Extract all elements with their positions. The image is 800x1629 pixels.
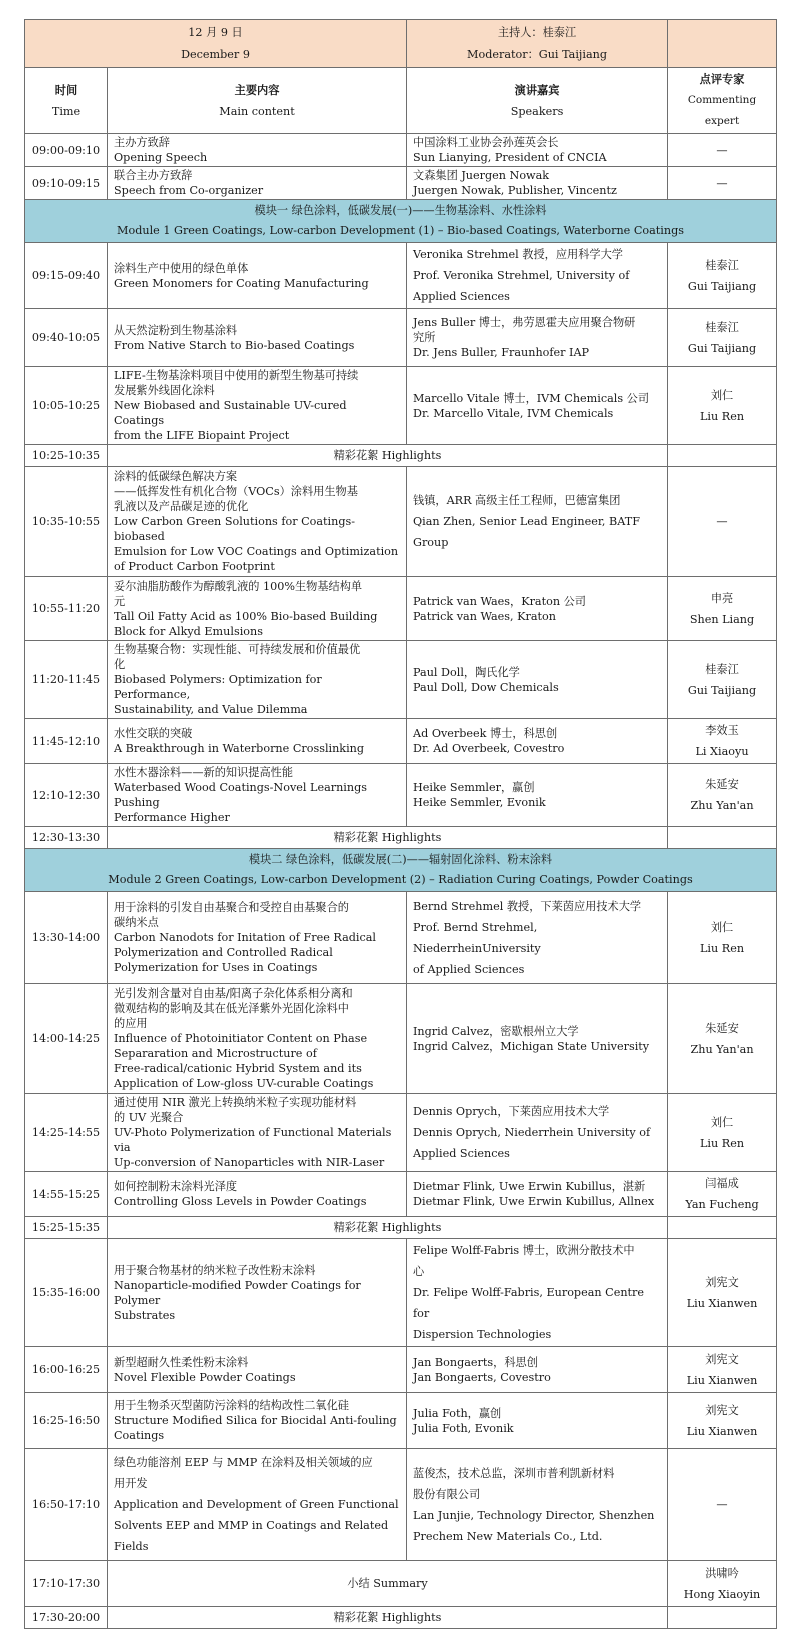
content-line: Speech from Co-organizer bbox=[114, 184, 264, 197]
speaker-line: Dispersion Technologies bbox=[413, 1328, 552, 1341]
content-line: 元 bbox=[114, 594, 126, 608]
content-cell bbox=[108, 309, 407, 367]
content-line: New Biobased and Sustainable UV-cured Coatings bbox=[114, 399, 347, 427]
date-zh: 12 月 9 日 bbox=[188, 25, 243, 39]
module-title-zh: 模块一 绿色涂料，低碳发展(一)——生物基涂料、水性涂料 bbox=[254, 204, 547, 217]
session-row bbox=[25, 1347, 777, 1393]
speaker-line: Sun Lianying, President of CNCIA bbox=[413, 151, 607, 164]
time-cell: 12:30-13:30 bbox=[25, 827, 108, 849]
module-title-en: Module 2 Green Coatings, Low-carbon Development (2) – Radiation Curing Coatings, Powder Coatings bbox=[108, 873, 693, 886]
expert-cell bbox=[668, 1607, 777, 1629]
content-line: Low Carbon Green Solutions for Coatings-biobased bbox=[114, 515, 356, 543]
content-cell bbox=[108, 167, 407, 200]
highlights-row bbox=[25, 1607, 777, 1629]
speakers-cell bbox=[407, 309, 668, 367]
expert-name: 洪啸吟 bbox=[705, 1566, 739, 1580]
col-time bbox=[25, 68, 108, 134]
agenda-sheet bbox=[24, 19, 776, 1629]
speaker-line: Ingrid Calvez，Michigan State University bbox=[413, 1039, 650, 1053]
time-cell: 09:10-09:15 bbox=[25, 167, 108, 200]
column-header-row bbox=[25, 68, 777, 134]
expert-name: 刘宪文 bbox=[705, 1352, 739, 1366]
expert-name: Gui Taijiang bbox=[687, 279, 757, 293]
time-cell: 10:35-10:55 bbox=[25, 467, 108, 577]
content-line: 从天然淀粉到生物基涂料 bbox=[114, 323, 238, 337]
content-line: Nanoparticle-modified Powder Coatings for Polymer bbox=[114, 1278, 361, 1307]
highlights-cell: 精彩花絮 Highlights bbox=[108, 445, 668, 467]
speaker-line: Ad Overbeek 博士，科思创 bbox=[413, 727, 558, 740]
content-cell bbox=[108, 1449, 407, 1561]
module-header-row bbox=[25, 200, 777, 243]
time-cell: 11:45-12:10 bbox=[25, 719, 108, 764]
session-row bbox=[25, 719, 777, 764]
expert-cell bbox=[668, 892, 777, 984]
session-row bbox=[25, 243, 777, 309]
content-line: Polymerization for Uses in Coatings bbox=[114, 961, 318, 974]
session-row bbox=[25, 1393, 777, 1449]
speaker-line: Marcello Vitale 博士，IVM Chemicals 公司 bbox=[413, 391, 650, 405]
speaker-line: Paul Doll, Dow Chemicals bbox=[413, 680, 559, 694]
session-row bbox=[25, 641, 777, 719]
content-cell bbox=[108, 892, 407, 984]
expert-name: — bbox=[716, 143, 728, 157]
expert-name: Liu Xianwen bbox=[686, 1373, 758, 1387]
highlights-row bbox=[25, 445, 777, 467]
expert-name: Liu Ren bbox=[700, 941, 745, 955]
highlights-row bbox=[25, 827, 777, 849]
expert-cell bbox=[668, 1561, 777, 1607]
speaker-line: Qian Zhen, Senior Lead Engineer, BATF bbox=[413, 515, 640, 528]
time-cell: 13:30-14:00 bbox=[25, 892, 108, 984]
speakers-cell bbox=[407, 243, 668, 309]
expert-name: Liu Xianwen bbox=[686, 1296, 758, 1310]
expert-cell bbox=[668, 719, 777, 764]
speaker-line: Dr. Ad Overbeek, Covestro bbox=[413, 742, 565, 755]
expert-name: 刘宪文 bbox=[705, 1275, 739, 1289]
expert-name: — bbox=[716, 515, 728, 528]
speakers-cell bbox=[407, 167, 668, 200]
expert-name: 朱延安 bbox=[705, 1021, 739, 1035]
session-row bbox=[25, 984, 777, 1094]
module-title-cell bbox=[25, 200, 777, 243]
speaker-line: Heike Semmler，赢创 bbox=[413, 781, 535, 794]
speakers-cell bbox=[407, 1449, 668, 1561]
time-cell: 10:55-11:20 bbox=[25, 577, 108, 641]
content-line: 水性交联的突破 bbox=[114, 727, 193, 740]
content-line: Tall Oil Fatty Acid as 100% Bio-based Building bbox=[114, 609, 378, 623]
content-line: Emulsion for Low VOC Coatings and Optimization bbox=[114, 545, 399, 558]
speaker-line: Bernd Strehmel 教授，下莱茵应用技术大学 bbox=[413, 899, 642, 913]
expert-name: 桂泰江 bbox=[705, 662, 739, 676]
session-row bbox=[25, 1094, 777, 1172]
time-cell: 14:55-15:25 bbox=[25, 1172, 108, 1217]
content-line: 涂料生产中使用的绿色单体 bbox=[114, 261, 249, 275]
expert-cell bbox=[668, 309, 777, 367]
content-line: Influence of Photoinitiator Content on Phase bbox=[114, 1032, 368, 1045]
content-line: Structure Modified Silica for Biocidal Anti-fouling bbox=[114, 1414, 397, 1427]
expert-name: Zhu Yan'an bbox=[690, 1042, 754, 1056]
session-row bbox=[25, 1172, 777, 1217]
content-line: 的 UV 光聚合 bbox=[114, 1111, 184, 1124]
time-cell: 15:35-16:00 bbox=[25, 1239, 108, 1347]
speakers-cell bbox=[407, 1094, 668, 1172]
col-speakers-en: Speakers bbox=[510, 104, 564, 118]
content-line: 微观结构的影响及其在低光泽紫外光固化涂料中 bbox=[114, 1002, 349, 1015]
expert-cell bbox=[668, 367, 777, 445]
content-line: A Breakthrough in Waterborne Crosslinking bbox=[114, 742, 365, 755]
expert-name: 闫福成 bbox=[705, 1177, 739, 1190]
expert-name: 桂泰江 bbox=[705, 320, 739, 334]
time-cell: 16:50-17:10 bbox=[25, 1449, 108, 1561]
expert-name: Liu Ren bbox=[700, 409, 745, 423]
content-line: 水性木器涂料——新的知识提高性能 bbox=[114, 766, 294, 779]
expert-cell bbox=[668, 1172, 777, 1217]
session-row bbox=[25, 577, 777, 641]
speaker-line: Patrick van Waes, Kraton bbox=[413, 609, 556, 623]
speaker-line: 中国涂料工业协会孙莲英会长 bbox=[413, 136, 559, 149]
content-line: Polymerization and Controlled Radical bbox=[114, 946, 333, 959]
expert-name: 朱延安 bbox=[705, 778, 739, 791]
content-cell bbox=[108, 367, 407, 445]
speakers-cell bbox=[407, 984, 668, 1094]
col-content bbox=[108, 68, 407, 134]
col-expert bbox=[668, 68, 777, 134]
expert-name: Gui Taijiang bbox=[687, 341, 757, 355]
speakers-cell bbox=[407, 1172, 668, 1217]
module-title-cell bbox=[25, 849, 777, 892]
speaker-line: Lan Junjie, Technology Director, Shenzhen bbox=[413, 1508, 655, 1522]
time-cell: 15:25-15:35 bbox=[25, 1217, 108, 1239]
speakers-cell bbox=[407, 1347, 668, 1393]
content-cell bbox=[108, 243, 407, 309]
speaker-line: Heike Semmler, Evonik bbox=[413, 796, 546, 809]
speaker-line: Jan Bongaerts，科思创 bbox=[413, 1355, 538, 1369]
speaker-line: Julia Foth，赢创 bbox=[413, 1406, 502, 1420]
content-line: 涂料的低碳绿色解决方案 bbox=[114, 470, 238, 483]
speaker-line: Jan Bongaerts, Covestro bbox=[413, 1370, 551, 1384]
agenda-table bbox=[24, 19, 777, 1629]
date-moderator-header bbox=[25, 20, 777, 68]
content-line: Coatings bbox=[114, 1429, 165, 1442]
expert-name: 李效玉 bbox=[705, 724, 739, 737]
speakers-cell bbox=[407, 367, 668, 445]
content-line: Free-radical/cationic Hybrid System and its bbox=[114, 1062, 362, 1075]
module-header-row bbox=[25, 849, 777, 892]
expert-cell bbox=[668, 467, 777, 577]
expert-cell bbox=[668, 984, 777, 1094]
content-line: Solvents EEP and MMP in Coatings and Related bbox=[114, 1519, 389, 1532]
content-cell bbox=[108, 719, 407, 764]
content-line: Green Monomers for Coating Manufacturing bbox=[114, 276, 369, 290]
moderator-cell bbox=[407, 20, 668, 68]
content-line: Application of Low-gloss UV-curable Coatings bbox=[114, 1077, 374, 1090]
content-line: Block for Alkyd Emulsions bbox=[114, 624, 263, 638]
expert-name: 申亮 bbox=[710, 591, 734, 605]
speakers-cell bbox=[407, 1239, 668, 1347]
speaker-line: Prof. Bernd Strehmel, NiederrheinUniversity bbox=[413, 920, 541, 955]
content-line: Biobased Polymers: Optimization for Performance, bbox=[114, 673, 322, 701]
summary-cell: 小结 Summary bbox=[108, 1561, 668, 1607]
time-cell: 16:00-16:25 bbox=[25, 1347, 108, 1393]
highlights-cell: 精彩花絮 Highlights bbox=[108, 1607, 668, 1629]
expert-name: — bbox=[716, 1498, 728, 1511]
speaker-line: 心 bbox=[413, 1265, 425, 1278]
session-row bbox=[25, 764, 777, 827]
speaker-line: 股份有限公司 bbox=[413, 1487, 481, 1501]
content-line: 用于聚合物基材的纳米粒子改性粉末涂料 bbox=[114, 1263, 316, 1277]
content-cell bbox=[108, 1172, 407, 1217]
speakers-cell bbox=[407, 467, 668, 577]
time-cell: 14:25-14:55 bbox=[25, 1094, 108, 1172]
time-cell: 09:15-09:40 bbox=[25, 243, 108, 309]
speakers-cell bbox=[407, 577, 668, 641]
content-line: From Native Starch to Bio-based Coatings bbox=[114, 338, 355, 352]
col-expert-zh: 点评专家 bbox=[699, 72, 745, 86]
expert-cell bbox=[668, 1094, 777, 1172]
content-cell bbox=[108, 467, 407, 577]
speaker-line: Dietmar Flink, Uwe Erwin Kubillus，湛新 bbox=[413, 1180, 646, 1193]
col-time-zh: 时间 bbox=[54, 82, 78, 97]
expert-cell bbox=[668, 134, 777, 167]
expert-cell bbox=[668, 1393, 777, 1449]
expert-cell bbox=[668, 445, 777, 467]
expert-cell bbox=[668, 243, 777, 309]
expert-cell bbox=[668, 1449, 777, 1561]
speaker-line: 蓝俊杰，技术总监，深圳市普利凯新材料 bbox=[413, 1466, 615, 1480]
session-row bbox=[25, 1449, 777, 1561]
speaker-line: Group bbox=[413, 536, 449, 549]
content-line: 用开发 bbox=[114, 1477, 148, 1490]
time-cell: 16:25-16:50 bbox=[25, 1393, 108, 1449]
content-line: Opening Speech bbox=[114, 151, 208, 164]
content-cell bbox=[108, 577, 407, 641]
expert-name: — bbox=[716, 176, 728, 190]
expert-name: 刘仁 bbox=[710, 920, 734, 934]
expert-name: Liu Ren bbox=[700, 1136, 745, 1150]
time-cell: 14:00-14:25 bbox=[25, 984, 108, 1094]
expert-name: Hong Xiaoyin bbox=[683, 1587, 761, 1601]
expert-cell bbox=[668, 1239, 777, 1347]
content-cell bbox=[108, 984, 407, 1094]
content-cell bbox=[108, 764, 407, 827]
content-line: Up-conversion of Nanoparticles with NIR-Laser bbox=[114, 1156, 385, 1169]
speakers-cell bbox=[407, 719, 668, 764]
content-line: Separaration and Microstructure of bbox=[114, 1047, 317, 1060]
content-cell bbox=[108, 1239, 407, 1347]
content-line: of Product Carbon Footprint bbox=[114, 560, 275, 573]
speaker-line: Paul Doll，陶氏化学 bbox=[413, 665, 520, 679]
content-line: UV-Photo Polymerization of Functional Materials via bbox=[114, 1126, 392, 1154]
content-line: 主办方致辞 bbox=[114, 136, 170, 149]
speaker-line: Felipe Wolff-Fabris 博士，欧洲分散技术中 bbox=[413, 1244, 635, 1257]
expert-name: Shen Liang bbox=[689, 612, 755, 626]
speaker-line: of Applied Sciences bbox=[413, 962, 525, 976]
expert-cell bbox=[668, 827, 777, 849]
expert-name: 桂泰江 bbox=[705, 258, 739, 272]
date-en: December 9 bbox=[181, 47, 250, 61]
time-cell: 11:20-11:45 bbox=[25, 641, 108, 719]
content-line: LIFE-生物基涂料项目中使用的新型生物基可持续 bbox=[114, 369, 359, 382]
time-cell: 17:10-17:30 bbox=[25, 1561, 108, 1607]
speaker-line: Prof. Veronika Strehmel, University of bbox=[413, 269, 630, 282]
content-line: 妥尔油脂肪酸作为醇酸乳液的 100%生物基结构单 bbox=[114, 579, 363, 593]
time-cell: 09:00-09:10 bbox=[25, 134, 108, 167]
content-cell bbox=[108, 134, 407, 167]
content-line: from the LIFE Biopaint Project bbox=[114, 429, 290, 442]
speaker-line: Dr. Felipe Wolff-Fabris, European Centre for bbox=[413, 1286, 644, 1320]
content-line: 化 bbox=[114, 658, 126, 671]
expert-cell bbox=[668, 1347, 777, 1393]
content-line: Fields bbox=[114, 1540, 149, 1553]
speaker-line: Dr. Marcello Vitale, IVM Chemicals bbox=[413, 406, 614, 420]
content-line: 用于涂料的引发自由基聚合和受控自由基聚合的 bbox=[114, 901, 349, 914]
expert-name: Gui Taijiang bbox=[687, 683, 757, 697]
expert-name: Li Xiaoyu bbox=[695, 745, 749, 758]
content-line: ——低挥发性有机化合物（VOCs）涂料用生物基 bbox=[114, 485, 358, 498]
content-line: 联合主办方致辞 bbox=[114, 169, 193, 182]
speaker-line: Ingrid Calvez，密歇根州立大学 bbox=[413, 1024, 579, 1038]
content-cell bbox=[108, 1094, 407, 1172]
expert-name: 刘宪文 bbox=[705, 1403, 739, 1417]
speaker-line: Julia Foth, Evonik bbox=[413, 1421, 514, 1435]
time-cell: 10:05-10:25 bbox=[25, 367, 108, 445]
date-cell bbox=[25, 20, 407, 68]
speaker-line: Dr. Jens Buller, Fraunhofer IAP bbox=[413, 346, 590, 359]
content-line: Performance Higher bbox=[114, 811, 230, 824]
speaker-line: Applied Sciences bbox=[413, 290, 510, 303]
module-title-zh: 模块二 绿色涂料，低碳发展(二)——辐射固化涂料、粉末涂料 bbox=[248, 853, 553, 866]
highlights-cell: 精彩花絮 Highlights bbox=[108, 1217, 668, 1239]
content-line: Novel Flexible Powder Coatings bbox=[114, 1370, 296, 1384]
speaker-line: Dennis Oprych，下莱茵应用技术大学 bbox=[413, 1105, 610, 1118]
speaker-line: Patrick van Waes，Kraton 公司 bbox=[413, 594, 586, 608]
speakers-cell bbox=[407, 764, 668, 827]
content-line: Substrates bbox=[114, 1308, 176, 1322]
session-row bbox=[25, 167, 777, 200]
time-cell: 12:10-12:30 bbox=[25, 764, 108, 827]
time-cell: 17:30-20:00 bbox=[25, 1607, 108, 1629]
speakers-cell bbox=[407, 1393, 668, 1449]
speaker-line: Juergen Nowak, Publisher, Vincentz bbox=[413, 184, 617, 197]
speaker-line: Dennis Oprych, Niederrhein University of bbox=[413, 1126, 651, 1139]
content-line: 乳液以及产品碳足迹的优化 bbox=[114, 500, 249, 513]
speaker-line: Applied Sciences bbox=[413, 1147, 510, 1160]
session-row bbox=[25, 892, 777, 984]
content-line: 光引发剂含量对自由基/阳离子杂化体系相分离和 bbox=[114, 987, 353, 1000]
moderator-en: Moderator：Gui Taijiang bbox=[467, 47, 607, 61]
content-line: 通过使用 NIR 激光上转换纳米粒子实现功能材料 bbox=[114, 1096, 357, 1109]
session-row bbox=[25, 1239, 777, 1347]
session-row bbox=[25, 134, 777, 167]
session-row bbox=[25, 467, 777, 577]
content-line: Controlling Gloss Levels in Powder Coatings bbox=[114, 1195, 367, 1208]
speakers-cell bbox=[407, 641, 668, 719]
content-cell bbox=[108, 1347, 407, 1393]
header-empty-cell bbox=[668, 20, 777, 68]
expert-cell bbox=[668, 764, 777, 827]
col-content-zh: 主要内容 bbox=[234, 82, 280, 97]
time-cell: 09:40-10:05 bbox=[25, 309, 108, 367]
time-cell: 10:25-10:35 bbox=[25, 445, 108, 467]
col-expert-en: Commenting expert bbox=[687, 94, 757, 127]
expert-cell bbox=[668, 641, 777, 719]
speaker-line: Veronika Strehmel 教授，应用科学大学 bbox=[413, 248, 623, 261]
col-speakers bbox=[407, 68, 668, 134]
speaker-line: Dietmar Flink, Uwe Erwin Kubillus, Allnex bbox=[413, 1195, 655, 1208]
module-title-en: Module 1 Green Coatings, Low-carbon Development (1) – Bio-based Coatings, Waterborne Coatings bbox=[117, 224, 684, 237]
speaker-line: Jens Buller 博士，弗劳恩霍夫应用聚合物研 bbox=[413, 316, 636, 329]
content-line: 发展紫外线固化涂料 bbox=[114, 384, 215, 397]
highlights-cell: 精彩花絮 Highlights bbox=[108, 827, 668, 849]
content-line: Sustainability, and Value Dilemma bbox=[114, 703, 308, 716]
content-line: Carbon Nanodots for Initation of Free Radical bbox=[114, 931, 376, 944]
content-line: 的应用 bbox=[114, 1017, 148, 1030]
speakers-cell bbox=[407, 134, 668, 167]
session-row bbox=[25, 309, 777, 367]
content-line: 碳纳米点 bbox=[114, 916, 159, 929]
expert-name: Zhu Yan'an bbox=[690, 799, 754, 812]
expert-name: Liu Xianwen bbox=[686, 1424, 758, 1438]
col-time-en: Time bbox=[51, 104, 81, 118]
expert-cell bbox=[668, 1217, 777, 1239]
speaker-line: 钱镇，ARR 高级主任工程师，巴德富集团 bbox=[413, 494, 621, 507]
content-line: 新型超耐久性柔性粉末涂料 bbox=[114, 1355, 249, 1369]
content-line: 生物基聚合物：实现性能、可持续发展和价值最优 bbox=[114, 643, 361, 656]
speaker-line: Prechem New Materials Co., Ltd. bbox=[413, 1529, 603, 1543]
expert-name: 刘仁 bbox=[710, 1115, 734, 1129]
content-cell bbox=[108, 641, 407, 719]
content-line: 绿色功能溶剂 EEP 与 MMP 在涂料及相关领域的应 bbox=[114, 1456, 373, 1469]
moderator-zh: 主持人：桂泰江 bbox=[497, 25, 577, 39]
content-line: Application and Development of Green Functional bbox=[114, 1498, 399, 1511]
content-line: Waterbased Wood Coatings-Novel Learnings Pushing bbox=[114, 781, 367, 809]
expert-name: 刘仁 bbox=[710, 388, 734, 402]
highlights-row bbox=[25, 1217, 777, 1239]
summary-row bbox=[25, 1561, 777, 1607]
content-line: 用于生物杀灭型菌防污涂料的结构改性二氧化硅 bbox=[114, 1399, 349, 1412]
speaker-line: 文森集团 Juergen Nowak bbox=[413, 169, 550, 182]
speakers-cell bbox=[407, 892, 668, 984]
expert-name: Yan Fucheng bbox=[685, 1198, 759, 1211]
content-line: 如何控制粉末涂料光泽度 bbox=[114, 1180, 238, 1193]
content-cell bbox=[108, 1393, 407, 1449]
col-speakers-zh: 演讲嘉宾 bbox=[514, 82, 560, 97]
session-row bbox=[25, 367, 777, 445]
col-content-en: Main content bbox=[219, 104, 295, 118]
speaker-line: 究所 bbox=[413, 331, 436, 344]
expert-cell bbox=[668, 577, 777, 641]
expert-cell bbox=[668, 167, 777, 200]
